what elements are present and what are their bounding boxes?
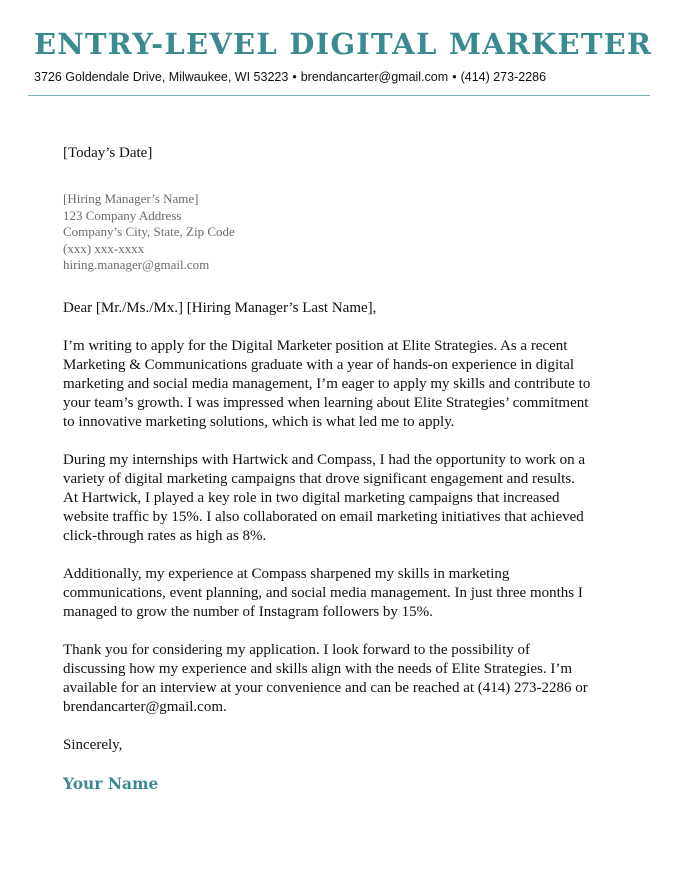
- contact-separator: •: [452, 70, 457, 84]
- contact-line: [34, 69, 546, 85]
- sign-off: Sincerely,: [63, 736, 123, 753]
- recipient-city: Company’s City, State, Zip Code: [63, 224, 235, 240]
- recipient-name: [Hiring Manager’s Name]: [63, 191, 199, 206]
- recipient-block: [63, 191, 603, 274]
- contact-separator: •: [292, 70, 297, 84]
- recipient-phone: (xxx) xxx-xxxx: [63, 240, 145, 256]
- recipient-email: hiring.manager@gmail.com: [63, 257, 210, 273]
- recipient-address: 123 Company Address: [63, 207, 182, 223]
- paragraph-intro: I’m writing to apply for the Digital Marketer position at Elite Strategies. As a recent Marketing & Communications graduate with a year of hands-on experience in digital marketing and social media management, I’m eager to apply my skills and contribute to your team’s growth. I was impressed when learning about Elite Strategies’ commitment to innovative marketing solutions, which is what led me to apply.: [63, 337, 591, 430]
- salutation: Dear [Mr./Ms./Mx.] [Hiring Manager’s Last Name],: [63, 299, 377, 316]
- contact-phone: (414) 273-2286: [460, 70, 547, 84]
- page-title: ENTRY-LEVEL DIGITAL MARKETER: [34, 27, 653, 61]
- paragraph-compass: Additionally, my experience at Compass sharpened my skills in marketing communications, event planning, and social media management. In just three months I managed to grow the number of Instagram followers by 15%.: [63, 565, 583, 620]
- letter-date: [Today’s Date]: [63, 145, 153, 161]
- contact-email[interactable]: brendancarter@gmail.com: [300, 70, 449, 84]
- paragraph-closing: Thank you for considering my application. I look forward to the possibility of discussing how my experience and skills align with the needs of Elite Strategies. I’m available for an interview at your convenience and can be reached at (414) 273-2286 or brendancarter@gmail.com.: [63, 641, 588, 715]
- paragraph-internships: During my internships with Hartwick and Compass, I had the opportunity to work on a variety of digital marketing campaigns that drove significant engagement and results. At Hartwick, I played a key role in two digital marketing campaigns that increased website traffic by 15%. I also collaborated on email marketing initiatives that achieved click-through rates as high as 8%.: [63, 451, 586, 544]
- letter-body: [63, 144, 603, 794]
- header-divider: [28, 95, 650, 96]
- signature-name: Your Name: [63, 773, 159, 793]
- contact-address: 3726 Goldendale Drive, Milwaukee, WI 53223: [34, 70, 289, 84]
